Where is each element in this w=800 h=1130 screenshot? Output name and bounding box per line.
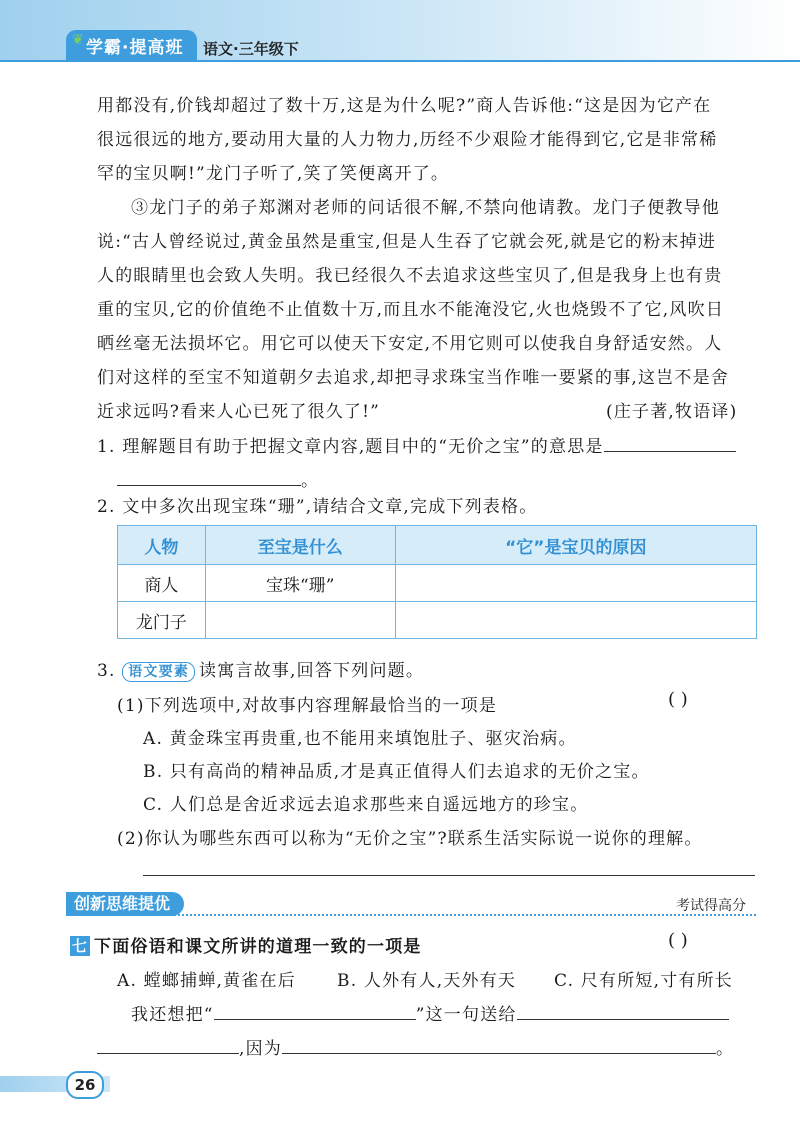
question-number: 3. bbox=[97, 661, 116, 681]
answer-paren[interactable]: ( ) bbox=[668, 930, 688, 951]
answer-blank[interactable] bbox=[282, 1037, 716, 1054]
header-rule bbox=[0, 60, 800, 62]
fill-text: 我还想把“ bbox=[131, 1005, 214, 1025]
question-3-sub-1: (1)下列选项中,对故事内容理解最恰当的一项是 bbox=[117, 696, 498, 716]
question-7-text bbox=[70, 932, 422, 957]
leaf-icon: ❦ bbox=[72, 32, 84, 48]
answer-blank[interactable] bbox=[117, 469, 301, 486]
category-tag: 语文要素 bbox=[122, 662, 195, 682]
passage-line: ③龙门子的弟子郑渊对老师的问话很不解,不禁向他请教。龙门子便教导他 bbox=[131, 198, 721, 218]
fill-line-1 bbox=[131, 1000, 729, 1025]
brand-tab bbox=[66, 30, 197, 60]
option-a[interactable]: A. 黄金珠宝再贵重,也不能用来填饱肚子、驱灾治病。 bbox=[143, 729, 577, 749]
fill-line-2 bbox=[97, 1034, 734, 1059]
table-header-cell: 至宝是什么 bbox=[205, 526, 395, 565]
section-subtitle: 考试得高分 bbox=[676, 898, 746, 914]
option-c[interactable]: C. 人们总是舍近求远去追求那些来自遥远地方的珍宝。 bbox=[143, 795, 589, 815]
option-b[interactable]: B. 只有高尚的精神品质,才是真正值得人们去追求的无价之宝。 bbox=[143, 762, 650, 782]
passage-line: 晒丝毫无法损坏它。用它可以使天下安定,不用它则可以使我自身舒适安然。人 bbox=[97, 334, 723, 354]
table-answer-cell[interactable] bbox=[395, 602, 756, 639]
question-7-prompt: 下面俗语和课文所讲的道理一致的一项是 bbox=[94, 937, 422, 957]
option-c[interactable]: C. 尺有所短,寸有所长 bbox=[554, 971, 734, 991]
question-3-sub-2: (2)你认为哪些东西可以称为“无价之宝”?联系生活实际说一说你的理解。 bbox=[117, 829, 703, 849]
answer-line[interactable] bbox=[143, 875, 755, 876]
passage-line: 们对这样的至宝不知道朝夕去追求,却把寻求珠宝当作唯一要紧的事,这岂不是舍 bbox=[97, 368, 730, 388]
page-header bbox=[0, 0, 800, 62]
answer-blank[interactable] bbox=[604, 435, 736, 452]
answer-blank[interactable] bbox=[214, 1003, 416, 1020]
section-rule bbox=[66, 913, 756, 916]
table-row bbox=[118, 565, 757, 602]
passage-line: 人的眼睛里也会致人失明。我已经很久不去追求这些宝贝了,但是我身上也有贵 bbox=[97, 266, 723, 286]
question-1-continuation bbox=[117, 466, 319, 491]
table-cell: 龙门子 bbox=[118, 602, 206, 639]
answer-blank[interactable] bbox=[517, 1003, 729, 1020]
question-1-prompt: 1. 理解题目有助于把握文章内容,题目中的“无价之宝”的意思是 bbox=[97, 437, 604, 457]
answer-table bbox=[117, 525, 757, 639]
table-cell: 宝珠“珊” bbox=[205, 565, 395, 602]
answer-blank[interactable] bbox=[97, 1037, 239, 1054]
table-header-cell: “它”是宝贝的原因 bbox=[395, 526, 756, 565]
brand-title: 学霸·提高班 bbox=[86, 37, 184, 58]
question-3-text bbox=[97, 656, 424, 682]
table-answer-cell[interactable] bbox=[395, 565, 756, 602]
question-number-badge: 七 bbox=[71, 937, 89, 955]
passage-line: 说:“古人曾经说过,黄金虽然是重宝,但是人生吞了它就会死,就是它的粉末掉进 bbox=[97, 232, 717, 252]
fill-text: ,因为 bbox=[239, 1039, 283, 1059]
fill-text: 。 bbox=[716, 1039, 735, 1059]
question-3-prompt: 读寓言故事,回答下列问题。 bbox=[199, 661, 425, 681]
subject-title: 语文·三年级下 bbox=[203, 40, 299, 58]
question-1-text bbox=[97, 432, 736, 457]
fill-text: ”这一句送给 bbox=[415, 1005, 517, 1025]
period: 。 bbox=[301, 471, 320, 491]
question-2-text: 2. 文中多次出现宝珠“珊”,请结合文章,完成下列表格。 bbox=[97, 497, 538, 517]
passage-line: 近求远吗?看来人心已死了很久了!” bbox=[97, 402, 381, 422]
option-a[interactable]: A. 螳螂捕蝉,黄雀在后 bbox=[117, 971, 296, 991]
table-header-cell: 人物 bbox=[118, 526, 206, 565]
header-divider bbox=[190, 38, 192, 58]
page-number: 26 bbox=[66, 1071, 104, 1099]
passage-line: 罕的宝贝啊!”龙门子听了,笑了笑便离开了。 bbox=[97, 164, 450, 184]
option-b[interactable]: B. 人外有人,天外有天 bbox=[337, 971, 517, 991]
table-row bbox=[118, 602, 757, 639]
answer-paren[interactable]: ( ) bbox=[668, 689, 688, 710]
table-cell: 商人 bbox=[118, 565, 206, 602]
table-header-row bbox=[118, 526, 757, 565]
passage-source: (庄子著,牧语译) bbox=[606, 402, 738, 422]
passage-line: 重的宝贝,它的价值绝不止值数十万,而且水不能淹没它,火也烧毁不了它,风吹日 bbox=[97, 300, 725, 320]
passage-line: 用都没有,价钱却超过了数十万,这是为什么呢?”商人告诉他:“这是因为它产在 bbox=[97, 96, 712, 116]
passage-line: 很远很远的地方,要动用大量的人力物力,历经不少艰险才能得到它,它是非常稀 bbox=[97, 130, 718, 150]
section-title: 创新思维提优 bbox=[66, 892, 184, 916]
table-answer-cell[interactable] bbox=[205, 602, 395, 639]
